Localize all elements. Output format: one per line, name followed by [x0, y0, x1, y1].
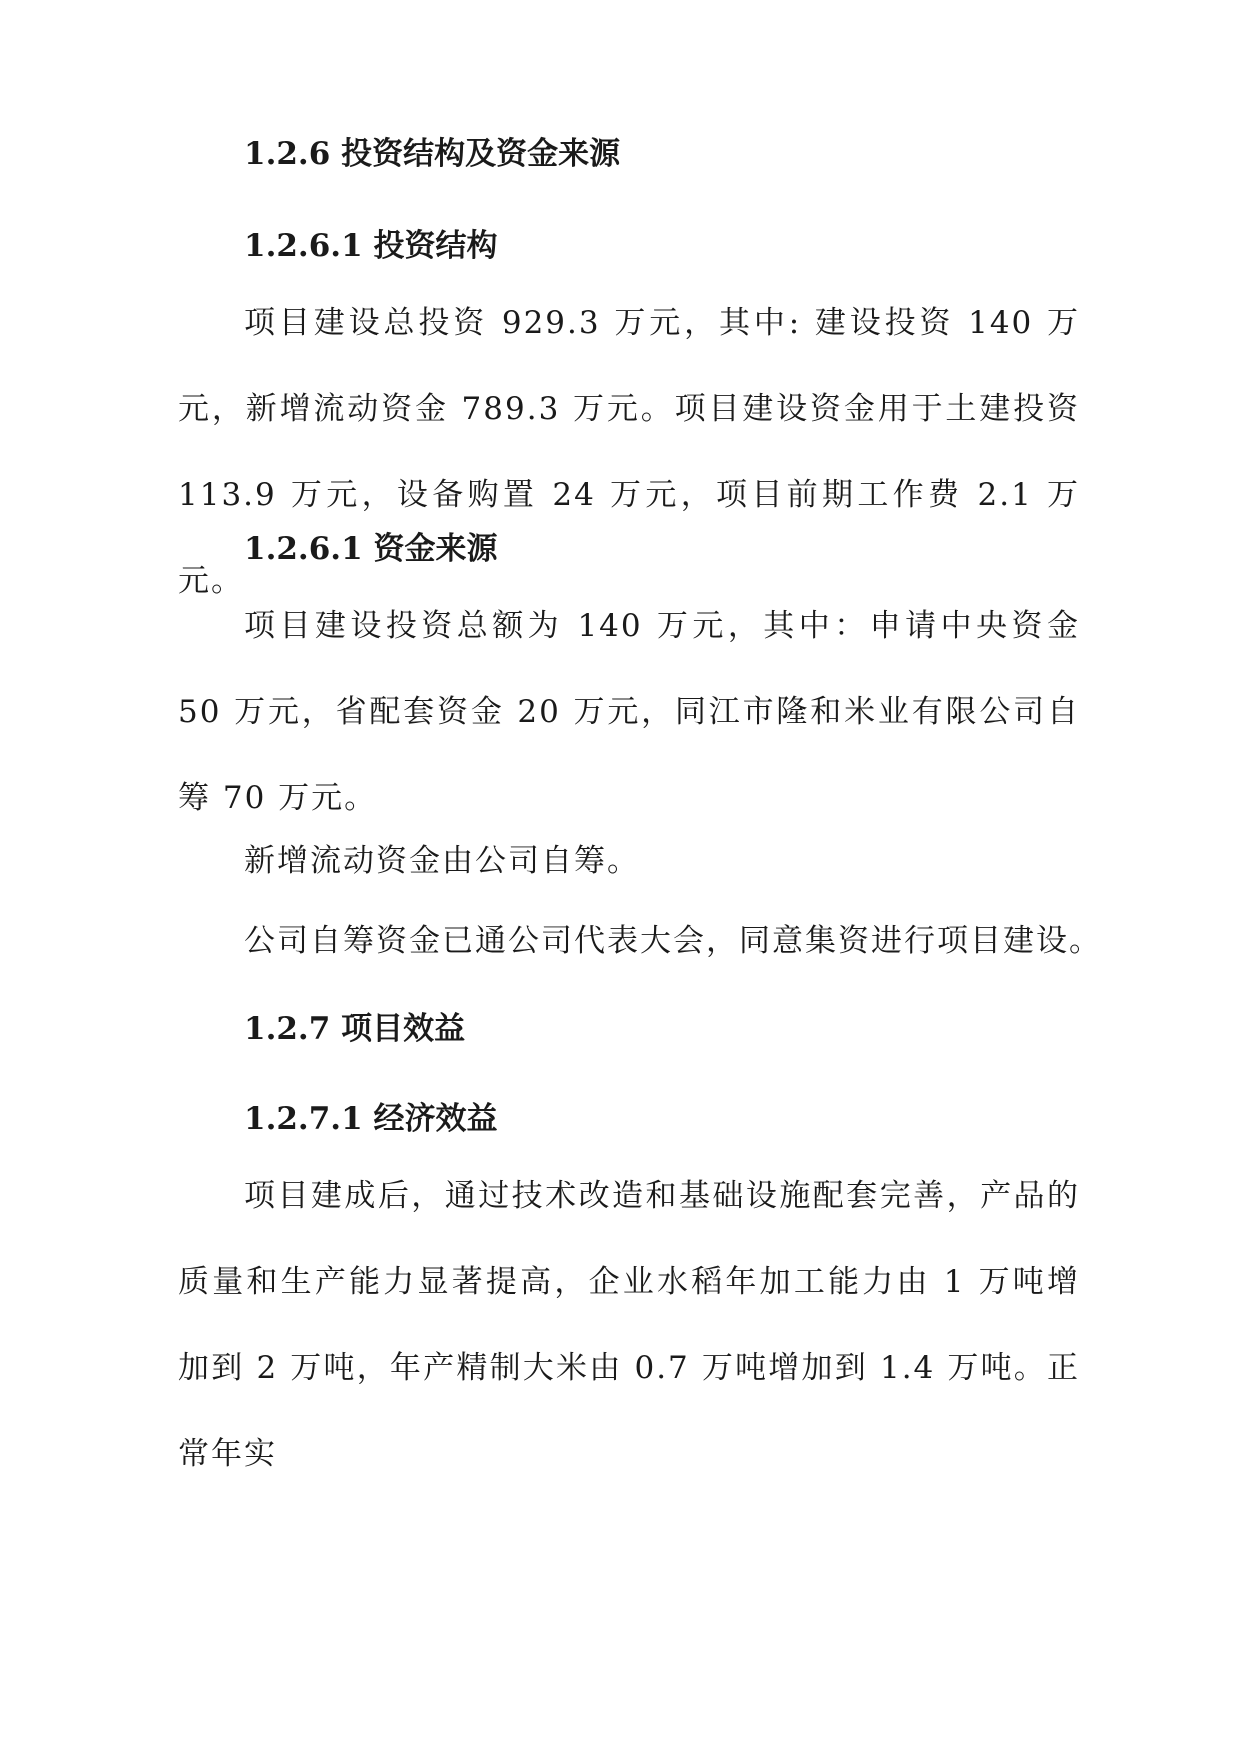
paragraph-self-raised-funds: 公司自筹资金已通公司代表大会，同意集资进行项目建设。: [244, 923, 1102, 959]
paragraph-funding-source: 项目建设投资总额为 140 万元，其中：申请中央资金 50 万元，省配套资金 20 万元，同江市隆和米业有限公司自筹 70 万元。: [178, 608, 1080, 816]
subsection-heading-funding-source: 1.2.6.1 资金来源: [244, 531, 498, 567]
subsection-heading-investment-structure: 1.2.6.1 投资结构: [244, 228, 498, 264]
paragraph-working-capital: 新增流动资金由公司自筹。: [244, 843, 640, 879]
paragraph-economic-benefit: 项目建成后，通过技术改造和基础设施配套完善，产品的质量和生产能力显著提高，企业水稻年加工能力由 1 万吨增加到 2 万吨，年产精制大米由 0.7 万吨增加到 1.4 万吨。正常年实: [178, 1178, 1080, 1472]
section-heading-1-2-7: 1.2.7 项目效益: [244, 1011, 466, 1047]
paragraph-investment-structure: 项目建设总投资 929.3 万元，其中: 建设投资 140 万元，新增流动资金 789.3 万元。项目建设资金用于土建投资 113.9 万元，设备购置 24 万元，项目前期工作费 2.1 万元。: [178, 305, 1080, 599]
section-heading-1-2-6: 1.2.6 投资结构及资金来源: [244, 136, 621, 172]
subsection-heading-economic-benefit: 1.2.7.1 经济效益: [244, 1101, 498, 1137]
